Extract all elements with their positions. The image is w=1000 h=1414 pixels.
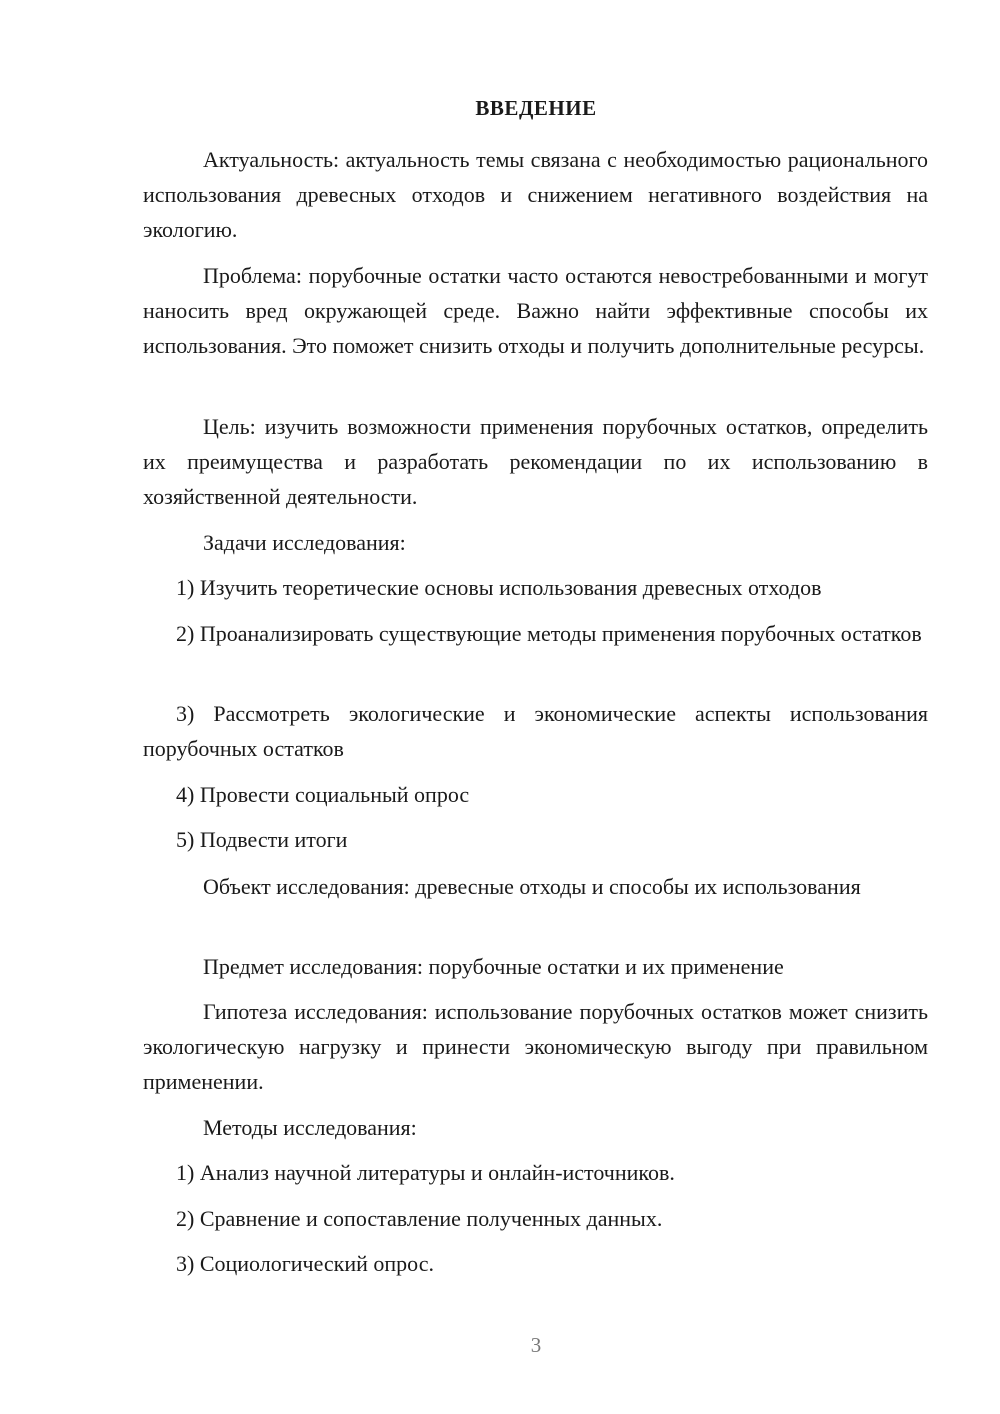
methods-heading: Методы исследования: <box>203 1115 417 1140</box>
task-item: 2) Проанализировать существующие методы применения порубочных остатков <box>176 621 922 646</box>
task-item: 1) Изучить теоретические основы использования древесных отходов <box>176 575 822 600</box>
problem-paragraph: Проблема: порубочные остатки часто остаются невостребованными и могут наносить вред окружающей среде. Важно найти эффективные способы их использования. Это поможет снизить отходы и получить дополнительные ресурсы. <box>143 263 928 358</box>
task-item: 3) Рассмотреть экологические и экономические аспекты использования порубочных остатков <box>143 701 928 761</box>
section-title: ВВЕДЕНИЕ <box>475 96 597 120</box>
goal-paragraph: Цель: изучить возможности применения порубочных остатков, определить их преимущества и разработать рекомендации по их использованию в хозяйственной деятельности. <box>143 414 928 509</box>
method-item: 3) Социологический опрос. <box>176 1251 434 1276</box>
hypothesis-paragraph: Гипотеза исследования: использование порубочных остатков может снизить экологическую нагрузку и принести экономическую выгоду при правильном применении. <box>143 999 928 1094</box>
object-paragraph: Объект исследования: древесные отходы и способы их использования <box>203 874 861 899</box>
task-item: 4) Провести социальный опрос <box>176 782 470 807</box>
relevance-paragraph: Актуальность: актуальность темы связана с необходимостью рационального использования древесных отходов и снижением негативного воздействия на экологию. <box>143 147 928 242</box>
subject-paragraph: Предмет исследования: порубочные остатки и их применение <box>203 954 784 979</box>
task-item: 5) Подвести итоги <box>176 827 348 852</box>
method-item: 2) Сравнение и сопоставление полученных данных. <box>176 1206 663 1231</box>
method-item: 1) Анализ научной литературы и онлайн-источников. <box>176 1160 675 1185</box>
page-number: 3 <box>530 1333 542 1357</box>
tasks-heading: Задачи исследования: <box>203 530 406 555</box>
